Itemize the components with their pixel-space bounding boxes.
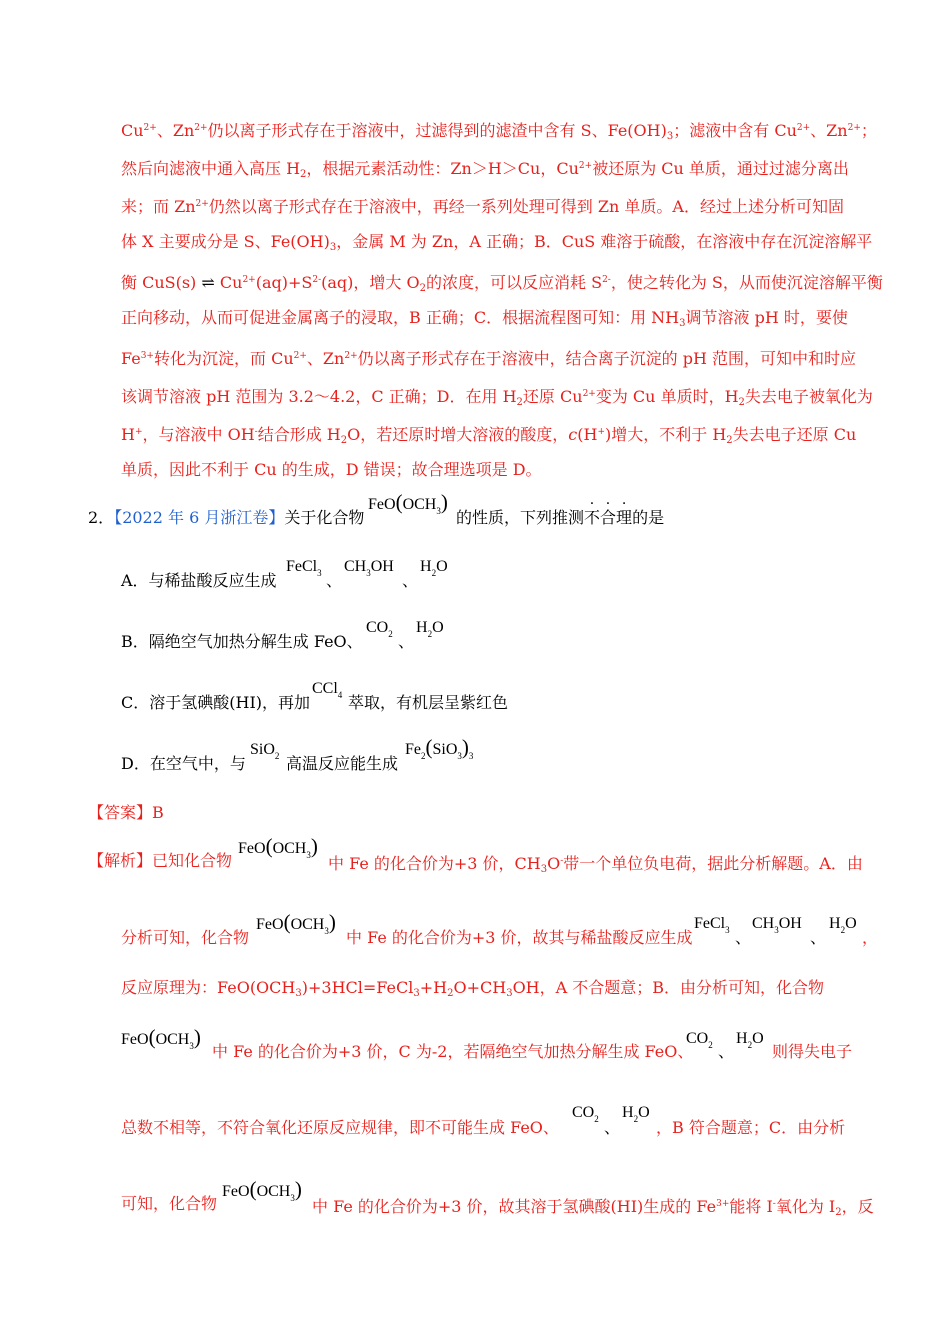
question-stem: 2．【2022 年 6 月浙江卷】关于化合物 (88, 508, 365, 527)
explanation-line-2: 然后向滤液中通入高压 $H_2$，根据元素活动性：Zn＞H＞Cu，$Cu^{2+}$被还原为 Cu 单质，通过过滤分离出 (121, 159, 849, 180)
formula-h2o: $H_2O$ (416, 619, 444, 639)
formula-co2: $CO_2$ (366, 619, 393, 639)
formula-ch3oh: $CH_3OH$ (344, 558, 394, 578)
question-number: 2． (88, 508, 115, 527)
sep: 、 (735, 928, 752, 947)
sep: 、 (402, 571, 419, 590)
analysis-line-1-cont: 中 Fe 的化合价为+3 价，$CH_3O^-$带一个单位负电荷，据此分析解题。A．由 (328, 854, 863, 875)
answer-value: B (152, 803, 164, 822)
formula-feo-och3: $FeO(OCH_3)$ (121, 1025, 201, 1051)
formula-ccl4: CCl$_4$ (312, 680, 343, 700)
explanation-line-7: $Fe^{3+}$转化为沉淀，而 $Cu^{2+}$、$Zn^{2+}$仍以离子形式存在于溶液中，结合离子沉淀的 pH 范围，可知中和时应 (121, 349, 856, 368)
formula-co2: $CO_2$ (686, 1030, 713, 1050)
analysis-line-6-cont: 中 Fe 的化合价为+3 价，故其溶于氢碘酸(HI)生成的 $Fe^{3+}$能将 I-氧化为 $I_2$，反 (312, 1197, 874, 1218)
formula-feo-och3: $FeO(OCH_3)$ (368, 490, 448, 516)
analysis-line-4-cont: 则得失电子 (772, 1042, 853, 1061)
sep: ， (862, 928, 879, 947)
formula-h2o: $H_2O$ (829, 915, 857, 935)
explanation-line-3: 来；而 $Zn^{2+}$仍然以离子形式存在于溶液中，再经一系列处理可得到 Zn 单质。A．经过上述分析可知固 (121, 197, 844, 216)
equilibrium-arrow: ⇌ (201, 273, 215, 292)
sep: 、 (604, 1118, 621, 1137)
question-source: 【2022 年 6 月浙江卷】 (114, 508, 285, 527)
question-stem-cont: 的性质，下列推测不合理的是 (456, 508, 665, 527)
explanation-line-1: $Cu^{2+}$、$Zn^{2+}$仍以离子形式存在于溶液中，过滤得到的滤渣中含有 S、$Fe(OH)_3$；滤液中含有 $Cu^{2+}$、$Zn^{2+}$； (121, 121, 877, 142)
formula-feo-och3: $FeO(OCH_3)$ (222, 1177, 302, 1203)
formula-fe2-sio3-3: $Fe_2(SiO_3)_3$ (405, 735, 474, 761)
formula-feo-och3: $FeO(OCH_3)$ (238, 834, 318, 860)
analysis-line-6: 可知，化合物 (121, 1194, 218, 1213)
formula-h2o: $H_2O$ (622, 1104, 650, 1124)
analysis-line-5-cont: ，B 符合题意；C．由分析 (656, 1118, 846, 1137)
analysis-line-5: 总数不相等，不符合氧化还原反应规律，即不可能生成 FeO、 (121, 1118, 559, 1137)
formula-h2o: $H_2O$ (420, 558, 448, 578)
formula-ch3oh: $CH_3OH$ (752, 915, 802, 935)
explanation-line-6: 正向移动，从而可促进金属离子的浸取，B 正确；C．根据流程图可知：用 $NH_3$调节溶液 pH 时，要使 (121, 308, 848, 329)
option-c-cont: 萃取，有机层呈紫红色 (348, 693, 509, 712)
sep: 、 (810, 928, 827, 947)
sep: 、 (718, 1042, 735, 1061)
formula-fecl3: FeCl$_3$ (286, 558, 322, 578)
analysis-line-3: 反应原理为：$FeO(OCH_3)+3HCl=FeCl_3+H_2O+CH_3OH$，A 不合题意；B．由分析可知，化合物 (121, 978, 825, 999)
explanation-line-4: 体 X 主要成分是 S、$Fe(OH)_3$，金属 M 为 Zn，A 正确；B．CuS 难溶于硫酸，在溶液中存在沉淀溶解平 (121, 232, 873, 253)
analysis-line-2-cont: 中 Fe 的化合价为+3 价，故其与稀盐酸反应生成 (346, 928, 693, 947)
sep: 、 (326, 571, 343, 590)
option-b[interactable]: B．隔绝空气加热分解生成 FeO、 (121, 632, 363, 651)
formula-sio2: SiO$_2$ (250, 741, 280, 761)
option-c[interactable]: C．溶于氢碘酸(HI)，再加 (121, 693, 311, 712)
analysis-line-2: 分析可知，化合物 (121, 928, 250, 947)
option-d[interactable]: D．在空气中，与 (121, 754, 246, 773)
formula-co2: $CO_2$ (572, 1104, 599, 1124)
analysis-line-1: 【解析】已知化合物 (88, 851, 233, 870)
explanation-line-10: 单质，因此不利于 Cu 的生成，D 错误；故合理选项是 D。 (121, 460, 542, 479)
option-a[interactable]: A．与稀盐酸反应生成 (121, 571, 277, 590)
explanation-line-9: H+，与溶液中 OH-结合形成 $H_2O$，若还原时增大溶液的酸度，c(H+)增大，不利于 $H_2$失去电子还原 Cu (121, 425, 857, 446)
formula-fecl3: FeCl$_3$ (694, 915, 730, 935)
formula-h2o: $H_2O$ (736, 1030, 764, 1050)
formula-feo-och3: $FeO(OCH_3)$ (256, 910, 336, 936)
explanation-line-5: 衡 CuS(s) ⇌ $Cu^{2+}(aq)+S^{2-}(aq)$，增大 $O_2$的浓度，可以反应消耗 $S^{2-}$，使之转化为 S，从而使沉淀溶解平衡 (121, 273, 883, 294)
answer: 【答案】B (88, 803, 164, 822)
explanation-line-8: 该调节溶液 pH 范围为 3.2～4.2，C 正确；D．在用 $H_2$还原 $Cu^{2+}$变为 Cu 单质时，$H_2$失去电子被氧化为 (121, 387, 873, 408)
analysis-line-4: 中 Fe 的化合价为+3 价，C 为-2，若隔绝空气加热分解生成 FeO、 (212, 1042, 694, 1061)
sep: 、 (398, 632, 415, 651)
option-d-cont: 高温反应能生成 (286, 754, 399, 773)
